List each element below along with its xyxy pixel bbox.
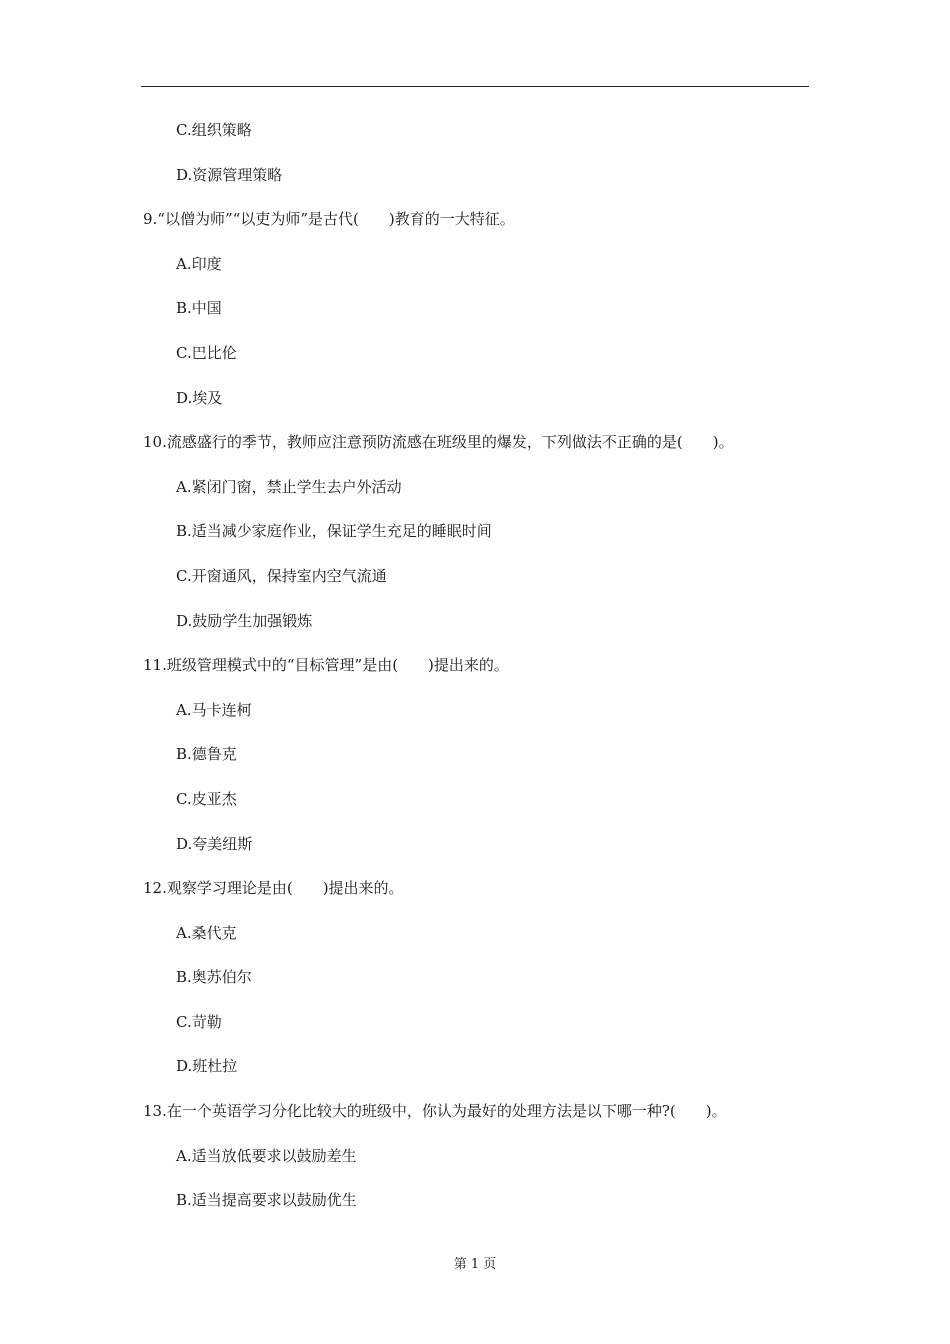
answer-option: D.班杜拉 bbox=[176, 1057, 238, 1076]
header-rule bbox=[141, 86, 809, 87]
answer-option: B.奥苏伯尔 bbox=[176, 968, 252, 987]
answer-option: A.马卡连柯 bbox=[176, 700, 252, 719]
answer-option: A.桑代克 bbox=[176, 923, 237, 942]
answer-option: B.适当提高要求以鼓励优生 bbox=[176, 1191, 357, 1210]
question-list bbox=[143, 116, 813, 1231]
answer-option: A.印度 bbox=[176, 254, 222, 273]
answer-option: A.紧闭门窗，禁止学生去户外活动 bbox=[176, 477, 402, 496]
question-stem: 12.观察学习理论是由( )提出来的。 bbox=[143, 879, 404, 898]
answer-option: D.埃及 bbox=[176, 388, 223, 407]
answer-option: B.德鲁克 bbox=[176, 745, 237, 764]
question-stem: 10.流感盛行的季节，教师应注意预防流感在班级里的爆发，下列做法不正确的是( )。 bbox=[143, 433, 734, 452]
answer-option: D.夸美纽斯 bbox=[176, 834, 253, 853]
answer-option: A.适当放低要求以鼓励差生 bbox=[176, 1146, 357, 1165]
answer-option: B.中国 bbox=[176, 299, 222, 318]
answer-option: C.组织策略 bbox=[176, 121, 252, 139]
question-stem: 9.“以僧为师”“以吏为师”是古代( )教育的一大特征。 bbox=[143, 210, 515, 229]
answer-option: C.苛勒 bbox=[176, 1012, 222, 1031]
question-stem: 13.在一个英语学习分化比较大的班级中，你认为最好的处理方法是以下哪一种?( )。 bbox=[143, 1102, 727, 1121]
answer-option: B.适当减少家庭作业，保证学生充足的睡眠时间 bbox=[176, 522, 492, 541]
answer-option: C.皮亚杰 bbox=[176, 789, 237, 808]
question-stem: 11.班级管理模式中的“目标管理”是由( )提出来的。 bbox=[143, 656, 509, 675]
answer-option: C.开窗通风，保持室内空气流通 bbox=[176, 566, 387, 585]
answer-option: C.巴比伦 bbox=[176, 343, 237, 362]
answer-option: D.鼓励学生加强锻炼 bbox=[176, 611, 313, 630]
answer-option: D.资源管理策略 bbox=[176, 165, 283, 184]
page-footer: 第 1 页 bbox=[453, 1257, 497, 1272]
